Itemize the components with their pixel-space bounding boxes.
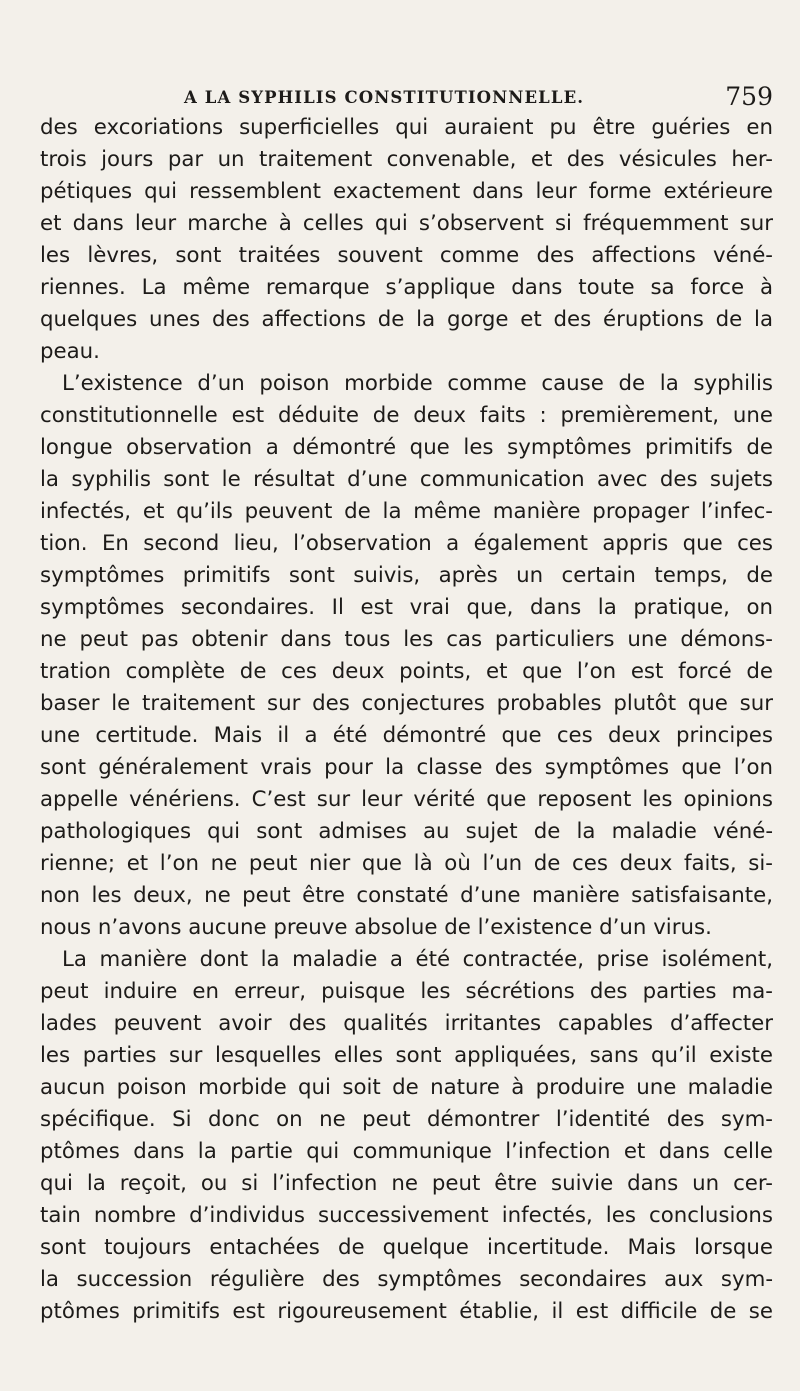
text-line: sont généralement vrais pour la classe des symptômes que l’on xyxy=(40,755,773,780)
text-line: une certitude. Mais il a été démontré que ces deux principes xyxy=(40,723,773,748)
text-line: la syphilis sont le résultat d’une communication avec des sujets xyxy=(40,467,773,492)
text-line: peau. xyxy=(40,339,100,364)
text-line: La manière dont la maladie a été contractée, prise isolément, xyxy=(62,947,773,972)
text-line: riennes. La même remarque s’applique dans toute sa force à xyxy=(40,275,773,300)
text-line: quelques unes des affections de la gorge et des éruptions de la xyxy=(40,307,773,332)
text-line: aucun poison morbide qui soit de nature à produire une maladie xyxy=(40,1075,773,1100)
text-line: ptômes dans la partie qui communique l’infection et dans celle xyxy=(40,1139,773,1164)
text-line: sont toujours entachées de quelque incertitude. Mais lorsque xyxy=(40,1235,773,1260)
running-header xyxy=(40,82,800,114)
text-line: spécifique. Si donc on ne peut démontrer l’identité des sym- xyxy=(40,1107,773,1132)
text-line: ne peut pas obtenir dans tous les cas particuliers une démons- xyxy=(40,627,773,652)
text-line: tion. En second lieu, l’observation a également appris que ces xyxy=(40,531,773,556)
text-line: longue observation a démontré que les symptômes primitifs de xyxy=(40,435,773,460)
text-line: tain nombre d’individus successivement infectés, les conclusions xyxy=(40,1203,773,1228)
page-number: 759 xyxy=(725,82,773,111)
text-line: symptômes primitifs sont suivis, après un certain temps, de xyxy=(40,563,773,588)
text-line: baser le traitement sur des conjectures probables plutôt que sur xyxy=(40,691,773,716)
text-line: non les deux, ne peut être constaté d’une manière satisfaisante, xyxy=(40,883,773,908)
text-line: L’existence d’un poison morbide comme cause de la syphilis xyxy=(62,371,773,396)
text-line: symptômes secondaires. Il est vrai que, dans la pratique, on xyxy=(40,595,773,620)
text-line: lades peuvent avoir des qualités irritantes capables d’affecter xyxy=(40,1011,773,1036)
text-line: constitutionnelle est déduite de deux faits : premièrement, une xyxy=(40,403,773,428)
text-line: peut induire en erreur, puisque les sécrétions des parties ma- xyxy=(40,979,773,1004)
text-line: rienne; et l’on ne peut nier que là où l’un de ces deux faits, si- xyxy=(40,851,773,876)
text-line: et dans leur marche à celles qui s’observent si fréquemment sur xyxy=(40,211,773,236)
text-line: appelle vénériens. C’est sur leur vérité que reposent les opinions xyxy=(40,787,773,812)
text-line: trois jours par un traitement convenable, et des vésicules her- xyxy=(40,147,773,172)
text-line: tration complète de ces deux points, et que l’on est forcé de xyxy=(40,659,773,684)
text-line: pathologiques qui sont admises au sujet de la maladie véné- xyxy=(40,819,773,844)
text-line: les parties sur lesquelles elles sont appliquées, sans qu’il existe xyxy=(40,1043,773,1068)
text-line: la succession régulière des symptômes secondaires aux sym- xyxy=(40,1267,773,1292)
text-line: infectés, et qu’ils peuvent de la même manière propager l’infec- xyxy=(40,499,773,524)
running-title: A LA SYPHILIS CONSTITUTIONNELLE. xyxy=(184,88,585,107)
text-line: nous n’avons aucune preuve absolue de l’existence d’un virus. xyxy=(40,915,712,940)
text-line: pétiques qui ressemblent exactement dans leur forme extérieure xyxy=(40,179,773,204)
text-line: les lèvres, sont traitées souvent comme des affections véné- xyxy=(40,243,773,268)
text-line: des excoriations superficielles qui auraient pu être guéries en xyxy=(40,115,773,140)
text-line: ptômes primitifs est rigoureusement établie, il est difficile de se xyxy=(40,1299,773,1324)
text-line: qui la reçoit, ou si l’infection ne peut être suivie dans un cer- xyxy=(40,1171,773,1196)
body-text xyxy=(40,112,773,1328)
